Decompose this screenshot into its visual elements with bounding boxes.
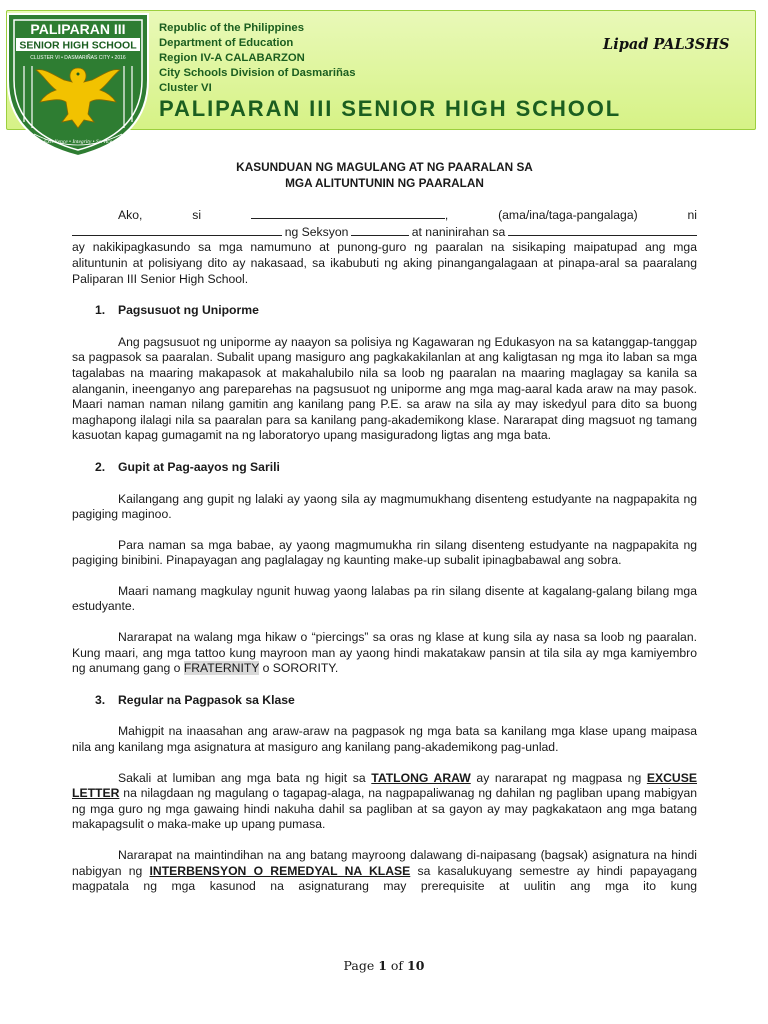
section-paragraph: Nararapat na walang mga hikaw o “piercings” sa oras ng klase at kung sila ay nasa sa loob ng paaralan. Kung maari, ang mga tattoo kung mayroon man ay yaong hindi makatakaw pansin at tila sila ay mga kamiyembro ng anumang gang o FRATERNITY o SORORITY.: [72, 630, 697, 676]
section-paragraph: Ang pagsusuot ng uniporme ay naayon sa polisiya ng Kagawaran ng Edukasyon na sa katanggap-tanggap sa pagpasok sa paaralan. Subalit upang masiguro ang pagkakakilanlan at ang kaligtasan ng mga ito laban sa mga tagalabas na maaring makapasok at makahalubilo nila sa loob ng paaralan na maaring maglagay sa kanila sa alanganin, ineenganyo ang pareparehas na pagsusuot ng uniporme ang mga mag-aaral kada araw na may pasok. Maari naman naman nilang gamitin ang kanilang pang P.E. sa araw na sila ay may iskedyul para dito sa buong maghapong ilalagi nila sa paaralan para sa kanilang pang-akademikong klase. Nararapat ding magsuot ng tamang kasuotan kapag gumagamit na ng laboratoryo upang masiguradong ligtas ang mga bata.: [72, 334, 697, 443]
logo-sub-text: CLUSTER VI • DASMARIÑAS CITY • 2016: [30, 55, 126, 61]
parent-name-blank[interactable]: [251, 207, 445, 219]
school-motto: Lipad PAL3SHS: [603, 36, 730, 53]
document-title-line-2: MGA ALITUNTUNIN NG PAARALAN: [285, 175, 484, 190]
section-heading: 2. Gupit at Pag-aayos ng Sarili: [95, 459, 280, 474]
section-heading: 1. Pagsusuot ng Uniporme: [95, 303, 259, 318]
section-paragraph: Sakali at lumiban ang mga bata ng higit sa TATLONG ARAW ay nararapat ng magpasa ng EXCUSE LETTER na nilagdaan ng magulang o tagapag-alaga, na nagpapaliwanag ng dahilan ng pagliban upang mabigyan ng mga guro ng mga gawaing hindi nakuha dahil sa pagliban at sa gayon ay may pagkakataon ang mga batang makapagsulit o maka-make up upang pumasa.: [72, 770, 697, 832]
logo-top-text: PALIPARAN III: [30, 21, 126, 37]
header-line-deped: Department of Education: [159, 36, 294, 49]
logo-band-text: SENIOR HIGH SCHOOL: [19, 39, 137, 52]
section-paragraph: Nararapat na maintindihan na ang batang mayroong dalawang di-naipasang (bagsak) asignatura na hindi nabigyan ng INTERBENSYON O REMEDYAL NA KLASE sa kasalukuyang semestre ay hindi papayagang magpatala ng mga kasunod na asignaturang may prerequisite at uulitin ang mga ito kung: [72, 848, 697, 894]
intro-rest: ay nakikipagkasundo sa mga namumuno at punong-guro ng paaralan na sisikaping maipatupad ang mga alituntunin at polisiyang dito ay nakasaad, sa ikabubuti ng aking pinangangalagaan at pinapa-aral sa paaralang Paliparan III Senior High School.: [72, 240, 697, 286]
page-number: Page 1 of 10: [343, 958, 425, 973]
intro-paragraph: Ako, si , (ama/ina/taga-pangalaga) ni ng Seksyon at naninirahan sa ay nakikipagkasundo sa mga namumuno at punong-guro ng paaralan na sisikaping maipatupad ang mga alituntunin at polisiyang dito ay nakasaad, sa ikabubuti ng aking pinangangalagaan at pinapa-aral sa paaralang Paliparan III Senior High School.: [72, 208, 697, 286]
underlined-term: EXCUSE LETTER: [72, 770, 697, 801]
document-title-line-1: KASUNDUAN NG MAGULANG AT NG PAARALAN SA: [236, 160, 533, 174]
section-paragraph: Para naman sa mga babae, ay yaong magmumukha rin silang disenteng estudyante na nagpapakita ng pagiging binibini. Pinapayagan ang paglalagay ng kaunting make-up subalit ipinagbabawal ang sobra.: [72, 537, 697, 568]
header-agency-lines: [159, 21, 356, 96]
logo-bottom-text: Excellence • Integrity • Service: [43, 139, 113, 145]
intro-word-ako: Ako,: [118, 208, 143, 223]
school-name: PALIPARAN III SENIOR HIGH SCHOOL: [159, 96, 622, 121]
section-blank[interactable]: [351, 224, 409, 236]
intro-word-ni: ni: [687, 208, 697, 223]
address-blank[interactable]: [508, 224, 697, 236]
header-line-region: Region IV-A CALABARZON: [159, 51, 305, 64]
school-logo: [4, 10, 152, 158]
underlined-term: INTERBENSYON O REMEDYAL NA KLASE: [149, 863, 411, 878]
header-line-division: City Schools Division of Dasmariñas: [159, 66, 356, 79]
highlighted-word: FRATERNITY: [183, 661, 260, 676]
section-paragraph: Mahigpit na inaasahan ang araw-araw na pagpasok ng mga bata sa kanilang mga klase upang maipasa nila ang kanilang mga asignatura at masiguro ang kanilang pang-akademikong pag-unlad.: [72, 724, 697, 755]
section-paragraph: Maari namang magkulay ngunit huwag yaong lalabas pa rin silang disente at kagalang-galang bilang mga estudyante.: [72, 583, 697, 614]
underlined-term: TATLONG ARAW: [371, 770, 471, 785]
document-body: [72, 160, 697, 895]
section-heading: 3. Regular na Pagpasok sa Klase: [95, 692, 295, 707]
header-line-cluster: Cluster VI: [159, 81, 212, 94]
header-line-republic: Republic of the Philippines: [159, 22, 304, 34]
intro-word-seksyon: ng Seksyon: [284, 224, 349, 239]
section-paragraph: Kailangang ang gupit ng lalaki ay yaong sila ay magmumukhang disenteng estudyante na nagpapakita ng pagiging maginoo.: [72, 491, 697, 522]
intro-word-role: (ama/ina/taga-pangalaga): [498, 208, 638, 223]
intro-word-si: si: [192, 208, 202, 223]
intro-word-naninirahan: at naninirahan sa: [411, 224, 506, 239]
student-name-blank[interactable]: [72, 224, 282, 236]
